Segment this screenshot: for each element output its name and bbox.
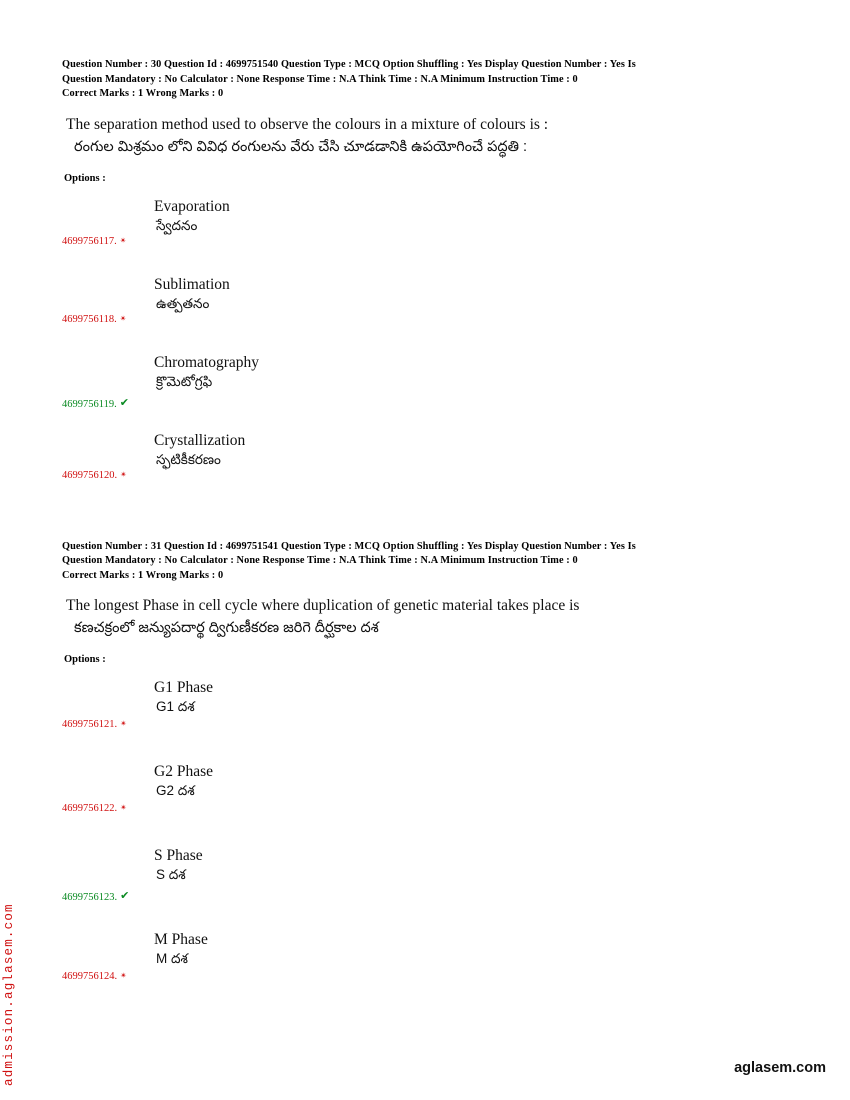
option-item[interactable] xyxy=(62,188,792,266)
option-id-number: 4699756120. xyxy=(62,469,118,481)
question-text-telugu: రంగుల మిశ్రమం లోని వివిధ రంగులను వేరు చేసి చూడడానికి ఉపయోగించే పద్ధతి : xyxy=(74,138,528,155)
questions-container xyxy=(62,58,792,1011)
option-text-english: S Phase xyxy=(154,847,203,864)
option-text-telugu: G2 దశ xyxy=(156,783,195,798)
check-icon: ✔ xyxy=(119,396,129,409)
option-id xyxy=(62,719,148,730)
option-text-english: G2 Phase xyxy=(154,763,213,780)
options-label: Options : xyxy=(64,654,106,665)
option-id xyxy=(62,236,148,247)
question-text-english: The separation method used to observe the colours in a mixture of colours is : xyxy=(66,115,549,133)
question-meta-line-1: Question Number : 30 Question Id : 4699751540 Question Type : MCQ Option Shuffling : Yes Display Question Number : Yes Is xyxy=(62,59,636,70)
option-id-number: 4699756119. xyxy=(62,398,117,410)
question-text-english: The longest Phase in cell cycle where duplication of genetic material takes place is xyxy=(66,597,580,614)
options-list xyxy=(62,188,792,500)
option-id-number: 4699756117. xyxy=(62,235,117,247)
option-text-english: Crystallization xyxy=(154,431,246,449)
option-text xyxy=(154,266,792,313)
cross-icon: ✴ xyxy=(119,313,127,323)
option-id-number: 4699756124. xyxy=(62,971,118,982)
option-id xyxy=(62,803,148,814)
question-meta-line-3: Correct Marks : 1 Wrong Marks : 0 xyxy=(62,569,224,581)
question-block xyxy=(62,58,792,500)
option-text xyxy=(154,753,792,800)
option-text-telugu: G1 దశ xyxy=(156,699,195,714)
options-list xyxy=(62,669,792,1005)
question-meta-line-2: Question Mandatory : No Calculator : None Response Time : N.A Think Time : N.A Minimum Instruction Time : 0 xyxy=(62,73,578,85)
question-text-telugu: కణచక్రంలో జన్యుపదార్థ ద్విగుణీకరణ జరిగె దీర్ఘకాల దశ xyxy=(74,620,379,636)
option-id-number: 4699756122. xyxy=(62,803,118,814)
option-item[interactable] xyxy=(62,266,792,344)
option-id xyxy=(62,470,148,481)
option-text-telugu: క్రొమెటోగ్రఫి xyxy=(156,373,213,389)
question-separator xyxy=(62,506,792,540)
watermark-logo: aglasem.com xyxy=(734,1060,826,1076)
option-text xyxy=(154,921,792,968)
question-meta-line-2: Question Mandatory : No Calculator : None Response Time : N.A Think Time : N.A Minimum Instruction Time : 0 xyxy=(62,555,578,566)
cross-icon: ✴ xyxy=(120,971,127,980)
option-text-telugu: స్వేదనం xyxy=(156,217,198,233)
option-item[interactable] xyxy=(62,921,792,1005)
option-text-english: M Phase xyxy=(154,931,208,948)
option-text-english: Evaporation xyxy=(154,197,230,215)
question-meta-line-1: Question Number : 31 Question Id : 4699751541 Question Type : MCQ Option Shuffling : Yes Display Question Number : Yes Is xyxy=(62,540,636,552)
check-icon: ✔ xyxy=(120,890,130,902)
option-text-english: Sublimation xyxy=(154,275,230,293)
option-id-number: 4699756123. xyxy=(62,892,118,903)
option-text-english: G1 Phase xyxy=(154,679,213,696)
question-meta xyxy=(62,540,792,584)
option-text xyxy=(154,344,792,391)
option-text xyxy=(154,669,792,716)
option-text-telugu: ఉత్పతనం xyxy=(156,295,210,311)
option-id xyxy=(62,314,148,325)
option-id-number: 4699756121. xyxy=(62,719,118,730)
option-text-telugu: S దశ xyxy=(156,867,186,882)
cross-icon: ✴ xyxy=(119,235,127,245)
option-text xyxy=(154,422,792,469)
question-meta-line-3: Correct Marks : 1 Wrong Marks : 0 xyxy=(62,88,224,99)
option-item[interactable] xyxy=(62,753,792,837)
option-text-english: Chromatography xyxy=(154,353,260,371)
options-label: Options : xyxy=(64,172,106,184)
option-id-number: 4699756118. xyxy=(62,313,117,325)
option-id xyxy=(62,971,148,982)
option-text-telugu: M దశ xyxy=(156,951,188,966)
cross-icon: ✴ xyxy=(120,469,127,479)
option-item[interactable] xyxy=(62,837,792,921)
option-text-telugu: స్ఫటికీకరణం xyxy=(156,451,221,467)
cross-icon: ✴ xyxy=(120,719,127,728)
option-id xyxy=(62,889,148,903)
option-item[interactable] xyxy=(62,422,792,500)
option-text xyxy=(154,188,792,235)
question-block xyxy=(62,540,792,1006)
option-id xyxy=(62,396,148,410)
question-meta xyxy=(62,58,792,102)
option-item[interactable] xyxy=(62,344,792,422)
option-item[interactable] xyxy=(62,669,792,753)
cross-icon: ✴ xyxy=(120,803,127,812)
watermark-side: admission.aglasem.com xyxy=(2,903,16,1086)
option-text xyxy=(154,837,792,884)
